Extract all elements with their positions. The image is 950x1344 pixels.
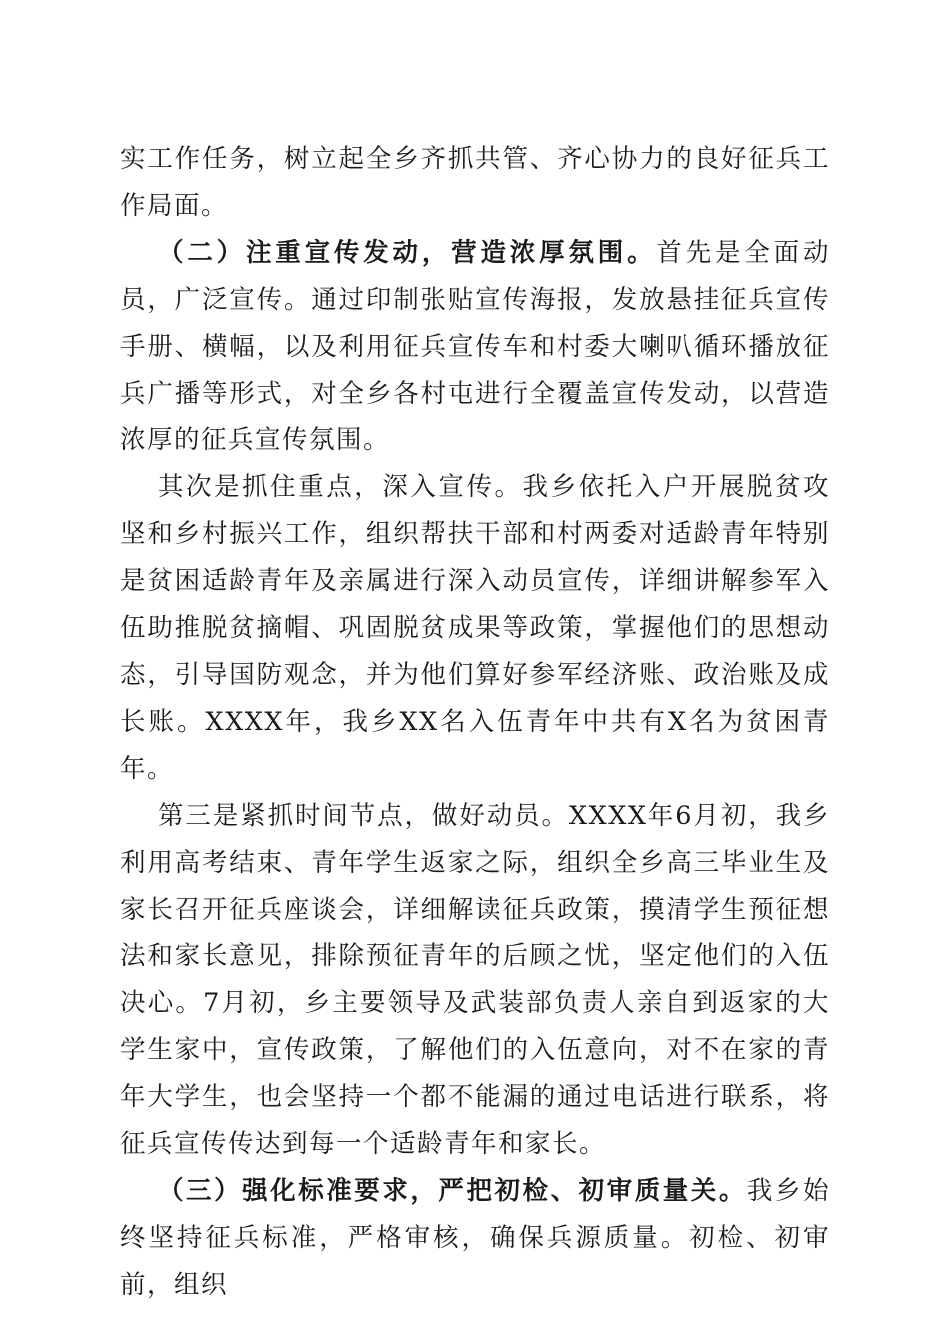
paragraph-2-text: 首先是全面动员，广泛宣传。通过印制张贴宣传海报，发放悬挂征兵宣传手册、横幅，以及利用征兵宣传车和村委大喇叭循环播放征兵广播等形式，对全乡各村屯进行全覆盖宣传发动，以营造浓厚的征兵宣传氛围。 [120,237,830,456]
paragraph-4-text: 第三是紧抓时间节点，做好动员。XXXX年6月初，我乡利用高考结束、青年学生返家之际，组织全乡高三毕业生及家长召开征兵座谈会，详细解读征兵政策，摸清学生预征想法和家长意见，排除预征青年的后顾之忧，坚定他们的入伍决心。7月初，乡主要领导及武装部负责人亲自到返家的大学生家中，宣传政策，了解他们的入伍意向，对不在家的青年大学生，也会坚持一个都不能漏的通过电话进行联系，将征兵宣传传达到每一个适龄青年和家长。 [120,800,830,1160]
paragraph-3 [120,464,830,792]
section-heading-2: （二）注重宣传发动，营造浓厚氛围。 [158,237,657,268]
paragraph-5 [120,1168,830,1309]
paragraph-1 [120,136,830,230]
section-heading-3: （三）强化标准要求，严把初检、初审质量关。 [158,1175,747,1206]
paragraph-4 [120,793,830,1168]
paragraph-2 [120,230,830,465]
document-body [120,136,830,1309]
paragraph-1-text: 实工作任务，树立起全乡齐抓共管、齐心协力的良好征兵工作局面。 [120,144,830,221]
paragraph-5-text: 我乡始终坚持征兵标准，严格审核，确保兵源质量。初检、初审前，组织 [120,1175,830,1300]
paragraph-3-text: 其次是抓住重点，深入宣传。我乡依托入户开展脱贫攻坚和乡村振兴工作，组织帮扶干部和村两委对适龄青年特别是贫困适龄青年及亲属进行深入动员宣传，详细讲解参军入伍助推脱贫摘帽、巩固脱贫成果等政策，掌握他们的思想动态，引导国防观念，并为他们算好参军经济账、政治账及成长账。XXXX年，我乡XX名入伍青年中共有X名为贫困青年。 [120,472,830,784]
